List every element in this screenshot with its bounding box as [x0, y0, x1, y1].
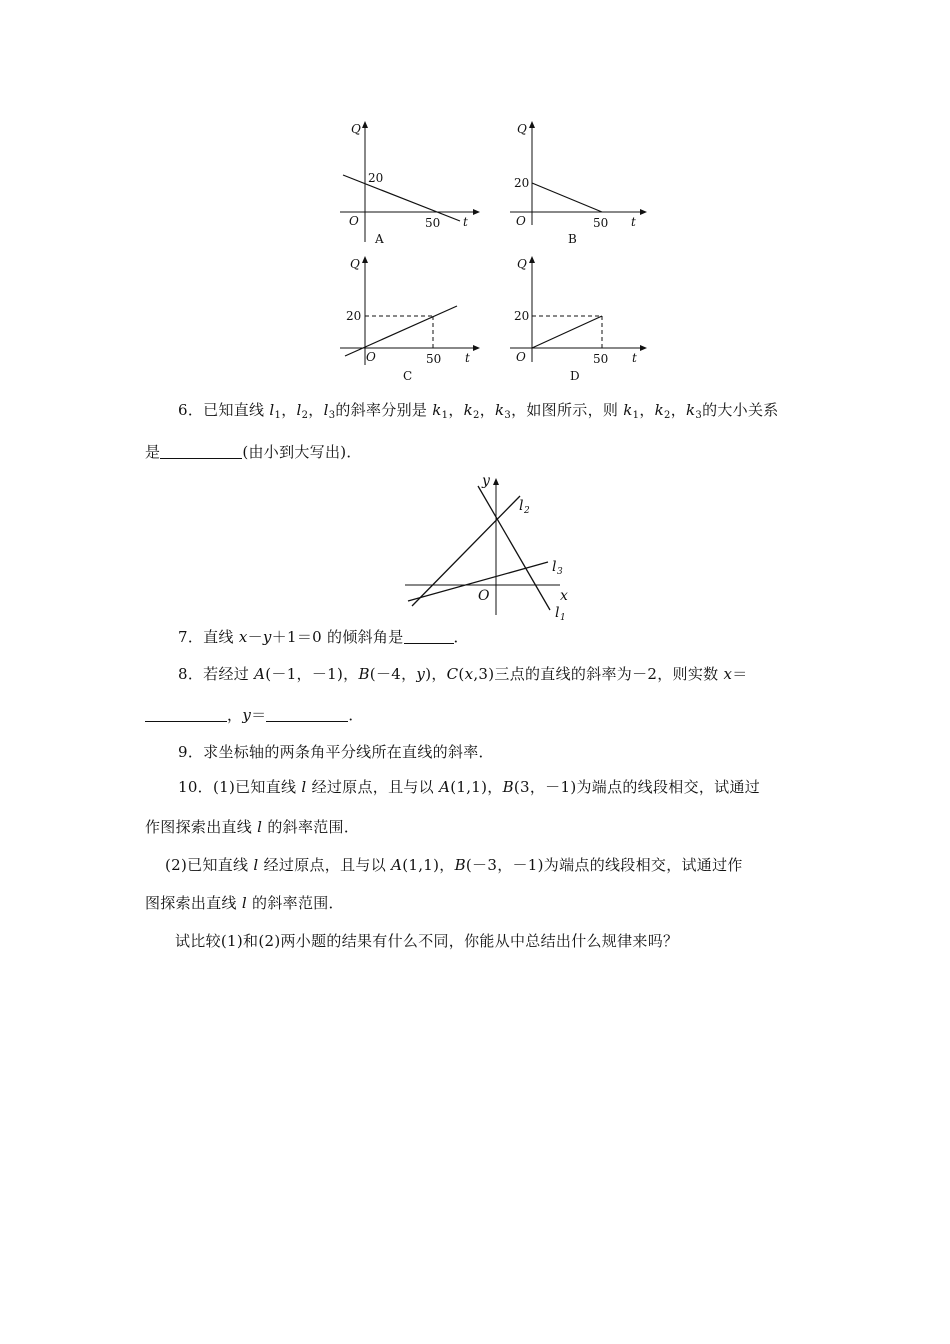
fig-origin: O — [478, 588, 490, 604]
graph-d-line — [532, 316, 602, 348]
graph-b-y-tick: 20 — [514, 176, 530, 190]
graph-d — [505, 250, 655, 385]
fig-x-label: x — [560, 588, 568, 604]
fig-l1-sub: 1 — [560, 613, 566, 623]
graph-d-y-tick: 20 — [514, 309, 530, 323]
graph-a-caption: A — [375, 232, 384, 246]
q8-x-answer-blank[interactable] — [145, 706, 227, 722]
q7: 7．直线 x－y＋1＝0 的倾斜角是 ． — [178, 628, 469, 646]
graph-a-x-tick: 50 — [425, 216, 441, 230]
graph-c-x-label: t — [465, 351, 470, 365]
q8-y-answer-blank[interactable] — [266, 706, 348, 722]
graph-c-y-label: Q — [350, 257, 360, 271]
graph-b-x-tick: 50 — [593, 216, 609, 230]
graph-d-caption: D — [570, 369, 580, 383]
graph-b-x-label: t — [631, 215, 636, 229]
graph-c — [335, 250, 485, 385]
graph-c-x-tick: 50 — [426, 352, 442, 366]
graph-b-caption: B — [568, 232, 577, 246]
graph-b-y-label: Q — [517, 122, 527, 136]
graph-a-line — [343, 175, 460, 221]
q6-answer-blank[interactable] — [160, 443, 242, 459]
graph-c-caption: C — [403, 369, 413, 383]
fig-y-label: y — [482, 473, 490, 489]
graph-b-origin: O — [516, 214, 526, 228]
graph-a — [335, 115, 485, 250]
q9: 9．求坐标轴的两条角平分线所在直线的斜率． — [178, 743, 494, 761]
graph-a-x-label: t — [463, 215, 468, 229]
line-l2 — [412, 496, 520, 606]
q7-answer-blank[interactable] — [404, 628, 454, 644]
graph-a-y-label: Q — [351, 122, 361, 136]
graph-d-y-label: Q — [517, 257, 527, 271]
q6-line1: 6．已知直线 $l_1$，$l_2$，$l_3$的斜率分别是 $k_1$，$k_2$，$k_3$，如图所示，则 $k_1$，$k_2$，$k_3$的大小关系 — [178, 401, 779, 421]
q8-line1: 8．若经过 A(－1，－1)，B(－4，y)，C(x,3)三点的直线的斜率为－2，则实数 x＝ — [178, 665, 748, 683]
q10-part2-line1: (2)已知直线 l 经过原点，且与以 A(1,1)，B(－3，－1)为端点的线段相交，试通过作 — [165, 856, 743, 874]
graph-d-x-label: t — [632, 351, 637, 365]
q6-line2: 是 (由小到大写出)． — [145, 443, 362, 461]
graph-a-y-tick: 20 — [368, 171, 384, 185]
q5-graphs — [335, 115, 655, 395]
fig-l3-sub: 3 — [557, 567, 563, 577]
graph-b — [505, 115, 655, 250]
q10-part1-line1: 10．(1)已知直线 l 经过原点，且与以 A(1,1)，B(3，－1)为端点的线段相交，试通过 — [178, 778, 761, 796]
graph-a-origin: O — [349, 214, 359, 228]
q6-figure — [400, 470, 575, 628]
fig-l3-label: l — [552, 559, 557, 575]
fig-l2-label: l — [519, 498, 524, 514]
q10-part1-line2: 作图探索出直线 l 的斜率范围． — [145, 818, 360, 836]
fig-l2-sub: 2 — [524, 506, 530, 516]
graph-c-y-tick: 20 — [346, 309, 362, 323]
graph-c-origin: O — [366, 350, 376, 364]
graph-b-line — [532, 183, 602, 212]
q10-compare: 试比较(1)和(2)两小题的结果有什么不同，你能从中总结出什么规律来吗？ — [175, 932, 679, 950]
q10-part2-line2: 图探索出直线 l 的斜率范围． — [145, 894, 344, 912]
q8-line2: ，y＝ ． — [145, 705, 810, 725]
graph-d-origin: O — [516, 350, 526, 364]
fig-l1-label: l — [555, 605, 560, 621]
graph-d-x-tick: 50 — [593, 352, 609, 366]
